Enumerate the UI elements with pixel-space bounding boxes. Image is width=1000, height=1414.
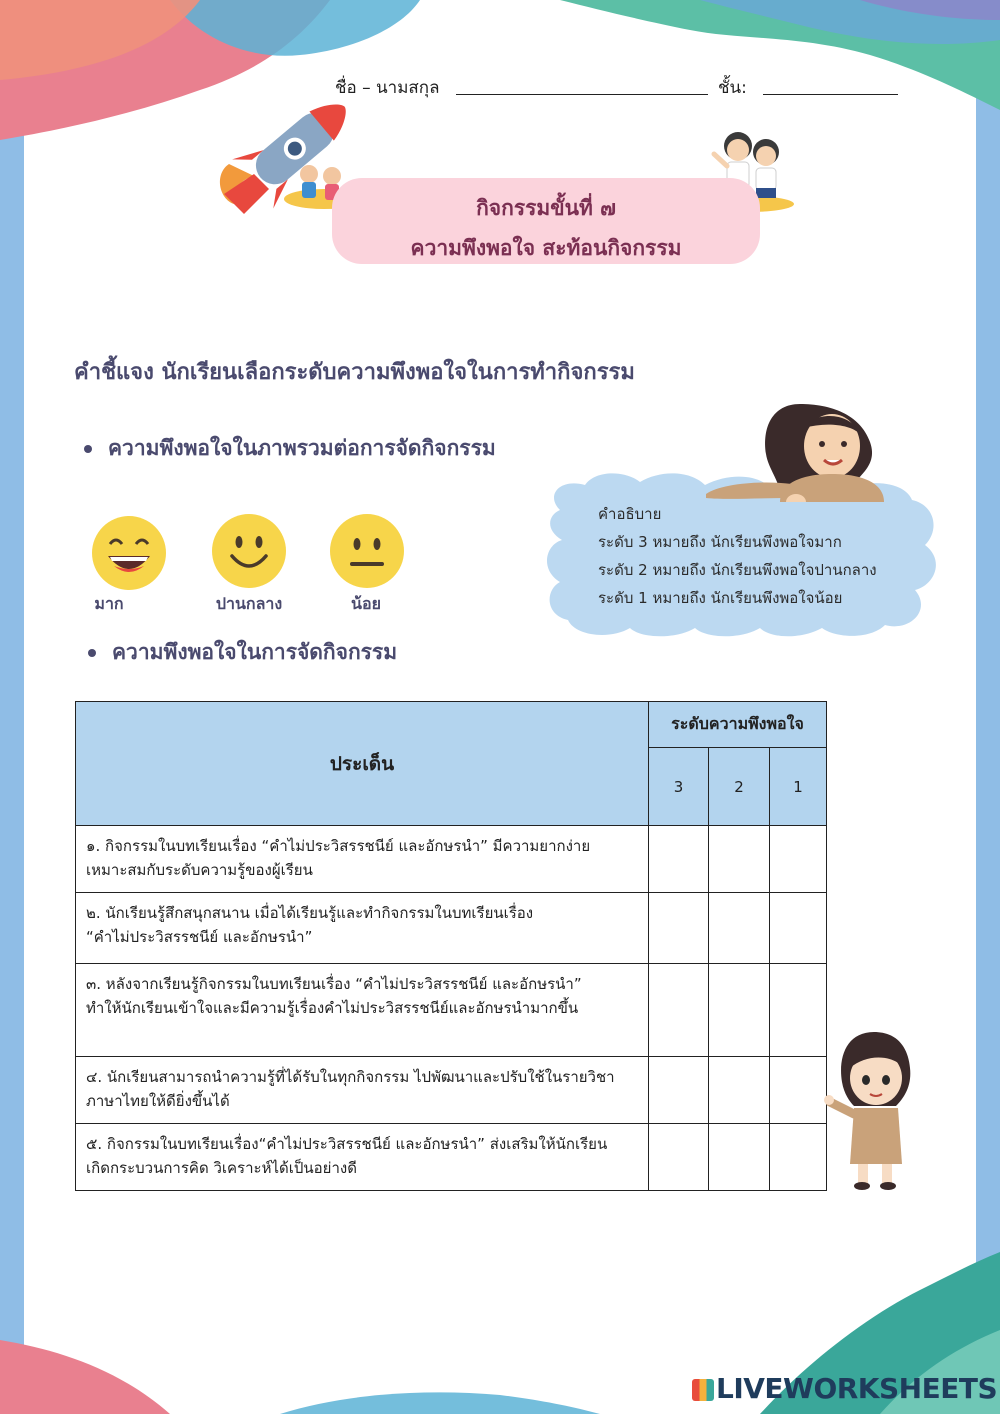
row-topic-line2: เกิดกระบวนการคิด วิเคราะห์ได้เป็นอย่างดี bbox=[86, 1159, 357, 1177]
table-row bbox=[76, 1057, 827, 1124]
table-row bbox=[76, 964, 827, 1057]
level-1-header: 1 bbox=[770, 748, 827, 826]
topic-header: ประเด็น bbox=[76, 702, 649, 826]
table-row bbox=[76, 1124, 827, 1191]
face-option-much[interactable] bbox=[92, 516, 166, 594]
row-topic-line2: เหมาะสมกับระดับความรู้ของผู้เรียน bbox=[86, 861, 313, 879]
rating-cell-1[interactable] bbox=[770, 964, 827, 1057]
teacher-waving-illustration bbox=[824, 1028, 924, 1194]
rating-cell-2[interactable] bbox=[709, 1057, 770, 1124]
bullet-dot bbox=[84, 445, 92, 453]
section-overall-heading bbox=[84, 432, 496, 465]
rating-cell-3[interactable] bbox=[649, 1124, 709, 1191]
class-input-line[interactable] bbox=[763, 94, 898, 95]
row-topic-line1: ๑. กิจกรรมในบทเรียนเรื่อง “คำไม่ประวิสรรชนีย์ และอักษรนำ” มีความยากง่าย bbox=[86, 837, 591, 855]
row-topic-line1: ๔. นักเรียนสามารถนำความรู้ที่ได้รับในทุกกิจกรรม ไปพัฒนาและปรับใช้ในรายวิชา bbox=[86, 1068, 615, 1086]
row-topic bbox=[76, 1124, 649, 1191]
neutral-face-icon bbox=[330, 514, 404, 588]
row-topic-line1: ๕. กิจกรรมในบทเรียนเรื่อง“คำไม่ประวิสรรชนีย์ และอักษรนำ” ส่งเสริมให้นักเรียน bbox=[86, 1135, 608, 1153]
name-input-line[interactable] bbox=[456, 94, 708, 95]
rating-cell-3[interactable] bbox=[649, 893, 709, 964]
rating-cell-3[interactable] bbox=[649, 964, 709, 1057]
row-topic-line1: ๓. หลังจากเรียนรู้กิจกรรมในบทเรียนเรื่อง “คำไม่ประวิสรรชนีย์ และอักษรนำ” bbox=[86, 975, 582, 993]
row-topic-line1: ๒. นักเรียนรู้สึกสนุกสนาน เมื่อได้เรียนรู้และทำกิจกรรมในบทเรียนเรื่อง bbox=[86, 904, 534, 922]
row-topic bbox=[76, 1057, 649, 1124]
rating-cell-2[interactable] bbox=[709, 964, 770, 1057]
row-topic-line2: ภาษาไทยให้ดียิ่งขึ้นได้ bbox=[86, 1092, 230, 1110]
section-overall-label: ความพึงพอใจในภาพรวมต่อการจัดกิจกรรม bbox=[108, 436, 496, 460]
liveworksheets-logo bbox=[692, 1372, 997, 1405]
logo-blocks-icon bbox=[692, 1379, 714, 1401]
activity-title-line1: กิจกรรมขั้นที่ ๗ bbox=[476, 196, 616, 220]
legend-line-level2: ระดับ 2 หมายถึง นักเรียนพึงพอใจปานกลาง bbox=[598, 561, 877, 579]
laughing-face-icon bbox=[92, 516, 166, 590]
row-topic bbox=[76, 964, 649, 1057]
level-2-header: 2 bbox=[709, 748, 770, 826]
row-topic-line2: “คำไม่ประวิสรรชนีย์ และอักษรนำ” bbox=[86, 928, 313, 946]
rating-cell-3[interactable] bbox=[649, 1057, 709, 1124]
activity-title-box bbox=[332, 178, 760, 264]
legend-line-level3: ระดับ 3 หมายถึง นักเรียนพึงพอใจมาก bbox=[598, 533, 842, 551]
class-label: ชั้น: bbox=[718, 78, 747, 98]
table-row bbox=[76, 826, 827, 893]
legend-title: คำอธิบาย bbox=[598, 505, 662, 523]
rating-cell-2[interactable] bbox=[709, 826, 770, 893]
rating-cell-1[interactable] bbox=[770, 1124, 827, 1191]
face-label-medium: ปานกลาง bbox=[215, 594, 283, 613]
teacher-pointing-illustration bbox=[700, 398, 900, 502]
name-label: ชื่อ – นามสกุล bbox=[335, 78, 440, 98]
rating-cell-2[interactable] bbox=[709, 893, 770, 964]
smiling-face-icon bbox=[212, 514, 286, 588]
section-activity-label: ความพึงพอใจในการจัดกิจกรรม bbox=[112, 640, 398, 664]
logo-text: LIVEWORKSHEETS bbox=[716, 1372, 998, 1405]
face-label-much: มาก bbox=[94, 594, 124, 613]
rating-cell-1[interactable] bbox=[770, 893, 827, 964]
legend-line-level1: ระดับ 1 หมายถึง นักเรียนพึงพอใจน้อย bbox=[598, 589, 843, 607]
satisfaction-table bbox=[75, 701, 827, 1191]
row-topic bbox=[76, 826, 649, 893]
face-option-little[interactable] bbox=[330, 514, 404, 592]
satisfaction-level-header: ระดับความพึงพอใจ bbox=[649, 702, 827, 748]
section-activity-heading bbox=[88, 636, 397, 669]
activity-title-line2: ความพึงพอใจ สะท้อนกิจกรรม bbox=[410, 236, 682, 260]
row-topic bbox=[76, 893, 649, 964]
legend-box bbox=[598, 500, 877, 612]
level-3-header: 3 bbox=[649, 748, 709, 826]
rating-cell-2[interactable] bbox=[709, 1124, 770, 1191]
rating-cell-1[interactable] bbox=[770, 1057, 827, 1124]
instruction-text: คำชี้แจง นักเรียนเลือกระดับความพึงพอใจในการทำกิจกรรม bbox=[74, 360, 635, 385]
rating-cell-1[interactable] bbox=[770, 826, 827, 893]
bullet-dot bbox=[88, 649, 96, 657]
face-label-little: น้อย bbox=[351, 594, 381, 613]
rating-cell-3[interactable] bbox=[649, 826, 709, 893]
table-row bbox=[76, 893, 827, 964]
row-topic-line2: ทำให้นักเรียนเข้าใจและมีความรู้เรื่องคำไม่ประวิสรรชนีย์และอักษรนำมากขึ้น bbox=[86, 999, 579, 1017]
face-option-medium[interactable] bbox=[212, 514, 286, 592]
